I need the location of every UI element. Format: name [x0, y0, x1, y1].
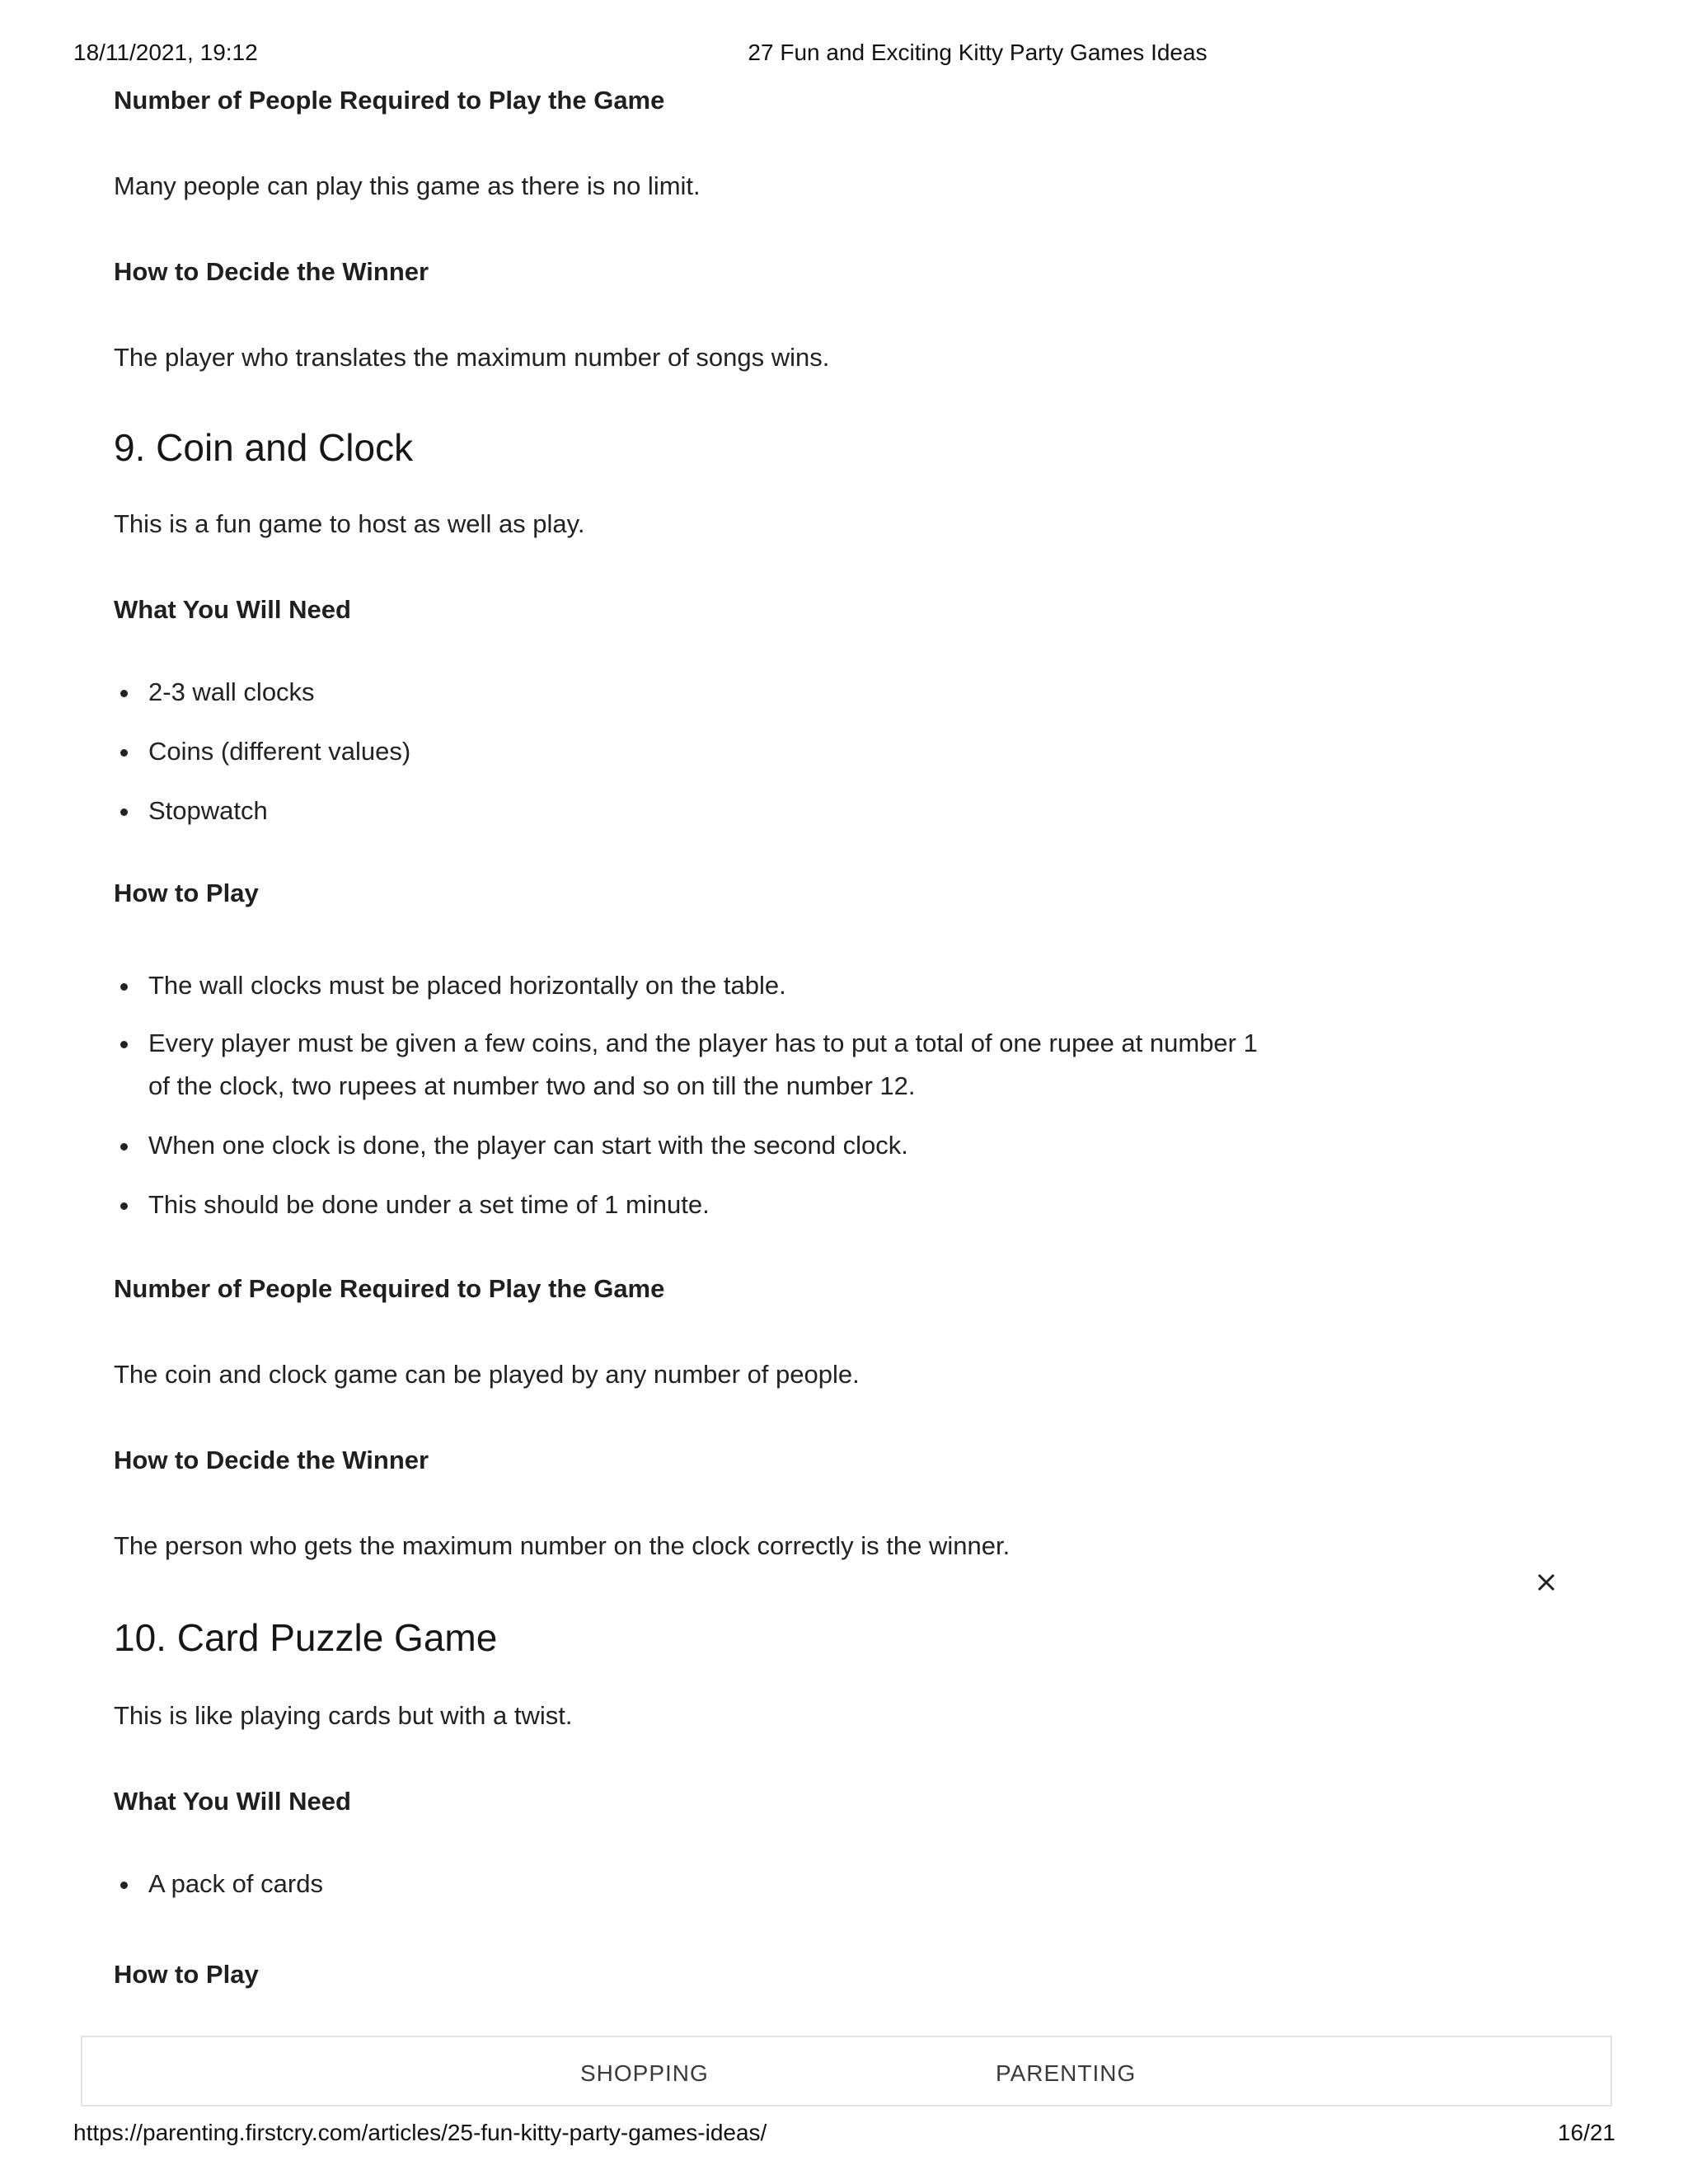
- list-item: Coins (different values): [114, 730, 1269, 773]
- section-9-winner-heading: How to Decide the Winner: [114, 1446, 429, 1474]
- section-9-need-heading: What You Will Need: [114, 595, 351, 624]
- people-required-heading: Number of People Required to Play the Game: [114, 86, 665, 115]
- section-9-winner-text: The person who gets the maximum number on the clock correctly is the winner.: [114, 1531, 1010, 1560]
- section-9-people-text: The coin and clock game can be played by any number of people.: [114, 1360, 860, 1389]
- print-footer-url: https://parenting.firstcry.com/articles/25-fun-kitty-party-games-ideas/: [73, 2120, 767, 2145]
- print-header: [0, 0, 1688, 74]
- print-date-time: 18/11/2021, 19:12: [73, 40, 258, 65]
- print-page-title: 27 Fun and Exciting Kitty Party Games Ideas: [748, 40, 1207, 65]
- bottom-nav-bar: [81, 2036, 1612, 2107]
- close-icon[interactable]: [1530, 1566, 1563, 1599]
- list-item: This should be done under a set time of 1 minute.: [114, 1183, 1269, 1226]
- decide-winner-heading: How to Decide the Winner: [114, 257, 429, 286]
- section-9-play-heading: How to Play: [114, 879, 259, 907]
- section-10-title: 10. Card Puzzle Game: [114, 1616, 498, 1659]
- list-item: A pack of cards: [114, 1863, 1269, 1905]
- close-icon[interactable]: [1530, 1566, 1563, 1599]
- list-item: Stopwatch: [114, 790, 1269, 832]
- list-item: Every player must be given a few coins, and the player has to put a total of one rupee at number 1 of the clock, two rupees at number two and so on till the number 12.: [114, 1022, 1269, 1108]
- decide-winner-text: The player who translates the maximum number of songs wins.: [114, 343, 830, 372]
- section-9-people-heading: Number of People Required to Play the Game: [114, 1274, 665, 1303]
- list-item: The wall clocks must be placed horizontally on the table.: [114, 964, 1269, 1007]
- section-9-title: 9. Coin and Clock: [114, 426, 414, 469]
- section-9-intro: This is a fun game to host as well as play.: [114, 509, 585, 538]
- section-10-need-heading: What You Will Need: [114, 1787, 351, 1816]
- nav-item-shopping[interactable]: SHOPPING: [580, 2060, 709, 2086]
- section-10-intro: This is like playing cards but with a twist.: [114, 1701, 573, 1730]
- list-item: When one clock is done, the player can start with the second clock.: [114, 1124, 1269, 1167]
- people-required-text: Many people can play this game as there is no limit.: [114, 171, 701, 200]
- print-page-number: 16/21: [1557, 2120, 1615, 2145]
- nav-item-parenting[interactable]: PARENTING: [996, 2060, 1137, 2086]
- section-10-play-heading: How to Play: [114, 1960, 259, 1989]
- list-item: 2-3 wall clocks: [114, 671, 1269, 714]
